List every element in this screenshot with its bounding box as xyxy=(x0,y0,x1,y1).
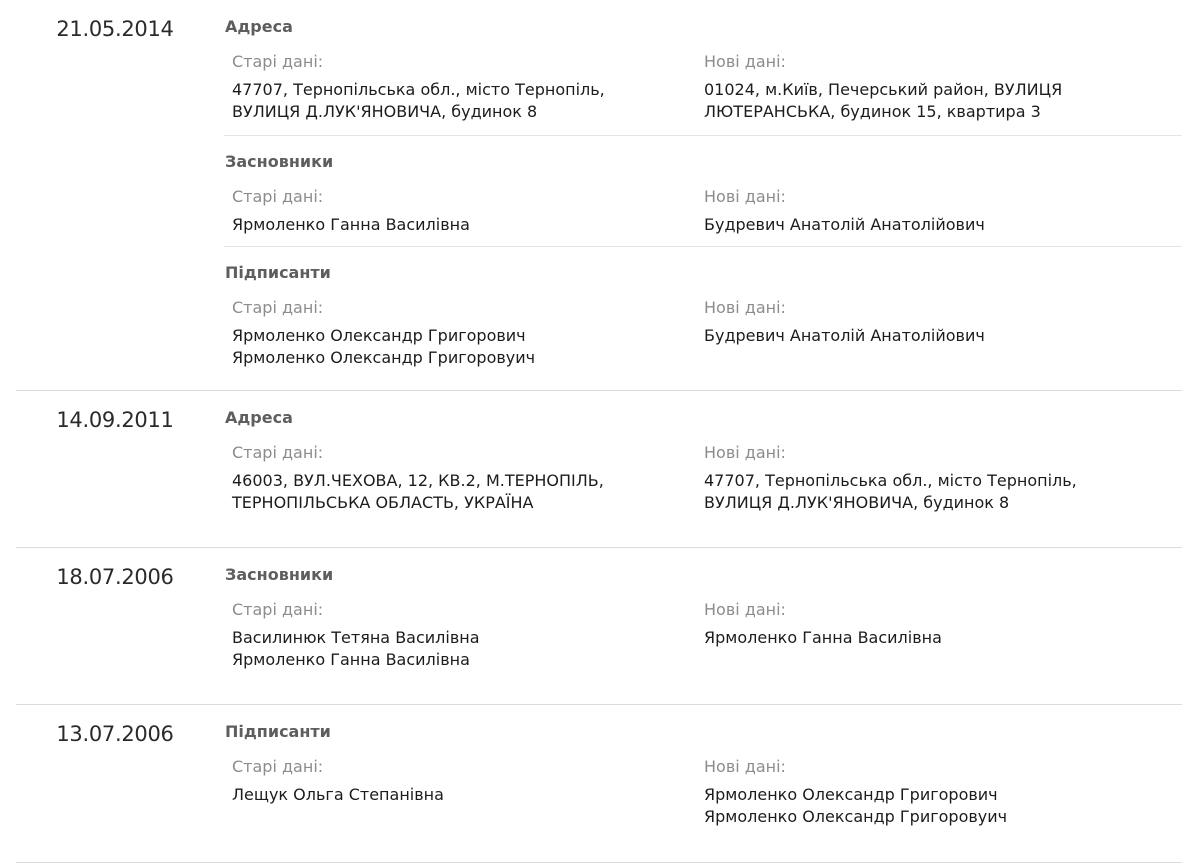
new-data-value xyxy=(704,627,1174,649)
change-section xyxy=(0,705,1200,863)
old-data-value xyxy=(232,784,672,806)
old-data-line: 47707, Тернопільська обл., місто Тернопіль, xyxy=(232,80,605,99)
change-section xyxy=(0,246,1200,391)
history-entry xyxy=(0,705,1200,863)
entry-date: 18.07.2006 xyxy=(56,565,174,589)
new-data-line: ВУЛИЦЯ Д.ЛУК'ЯНОВИЧА, будинок 8 xyxy=(704,493,1010,512)
old-data-line: 46003, ВУЛ.ЧЕХОВА, 12, КВ.2, М.ТЕРНОПІЛЬ, xyxy=(232,471,604,490)
section-title: Адреса xyxy=(225,408,293,427)
section-title: Засновники xyxy=(225,565,334,584)
change-section xyxy=(0,0,1200,135)
new-data-label: Нові дані: xyxy=(704,52,786,71)
old-data-line: Ярмоленко Ганна Василівна xyxy=(232,215,470,234)
old-data-value xyxy=(232,214,672,236)
change-section xyxy=(0,135,1200,246)
old-data-label: Старі дані: xyxy=(232,757,324,776)
history-entry xyxy=(0,391,1200,548)
old-data-line: Василинюк Тетяна Василівна xyxy=(232,628,480,647)
old-data-label: Старі дані: xyxy=(232,600,324,619)
new-data-line: Ярмоленко Олександр Григорович xyxy=(704,785,998,804)
old-data-line: Лещук Ольга Степанівна xyxy=(232,785,444,804)
new-data-label: Нові дані: xyxy=(704,757,786,776)
new-data-label: Нові дані: xyxy=(704,600,786,619)
old-data-label: Старі дані: xyxy=(232,52,324,71)
old-data-line: ВУЛИЦЯ Д.ЛУК'ЯНОВИЧА, будинок 8 xyxy=(232,102,538,121)
new-data-line: Будревич Анатолій Анатолійович xyxy=(704,326,985,345)
new-data-value xyxy=(704,79,1174,123)
new-data-line: 01024, м.Київ, Печерський район, ВУЛИЦЯ xyxy=(704,80,1063,99)
new-data-value xyxy=(704,325,1174,347)
new-data-line: ЛЮТЕРАНСЬКА, будинок 15, квартира 3 xyxy=(704,102,1041,121)
old-data-value xyxy=(232,470,672,514)
old-data-label: Старі дані: xyxy=(232,298,324,317)
entry-date: 14.09.2011 xyxy=(56,408,174,432)
entry-date: 21.05.2014 xyxy=(56,17,174,41)
entry-date: 13.07.2006 xyxy=(56,722,174,746)
new-data-label: Нові дані: xyxy=(704,443,786,462)
new-data-value xyxy=(704,470,1174,514)
old-data-value xyxy=(232,79,672,123)
section-title: Підписанти xyxy=(225,263,331,282)
new-data-value xyxy=(704,214,1174,236)
section-title: Засновники xyxy=(225,152,334,171)
new-data-line: Ярмоленко Олександр Григоровуич xyxy=(704,807,1008,826)
section-title: Адреса xyxy=(225,17,293,36)
history-entry xyxy=(0,0,1200,391)
new-data-value xyxy=(704,784,1174,828)
new-data-label: Нові дані: xyxy=(704,187,786,206)
new-data-line: 47707, Тернопільська обл., місто Тернопіль, xyxy=(704,471,1077,490)
old-data-value xyxy=(232,325,672,369)
old-data-line: Ярмоленко Олександр Григорович xyxy=(232,326,526,345)
change-section xyxy=(0,548,1200,705)
old-data-line: Ярмоленко Олександр Григоровуич xyxy=(232,348,536,367)
old-data-value xyxy=(232,627,672,671)
old-data-line: Ярмоленко Ганна Василівна xyxy=(232,650,470,669)
new-data-line: Будревич Анатолій Анатолійович xyxy=(704,215,985,234)
old-data-label: Старі дані: xyxy=(232,187,324,206)
section-title: Підписанти xyxy=(225,722,331,741)
old-data-line: ТЕРНОПІЛЬСЬКА ОБЛАСТЬ, УКРАЇНА xyxy=(232,493,534,512)
new-data-label: Нові дані: xyxy=(704,298,786,317)
old-data-label: Старі дані: xyxy=(232,443,324,462)
new-data-line: Ярмоленко Ганна Василівна xyxy=(704,628,942,647)
history-entry xyxy=(0,548,1200,705)
change-section xyxy=(0,391,1200,548)
